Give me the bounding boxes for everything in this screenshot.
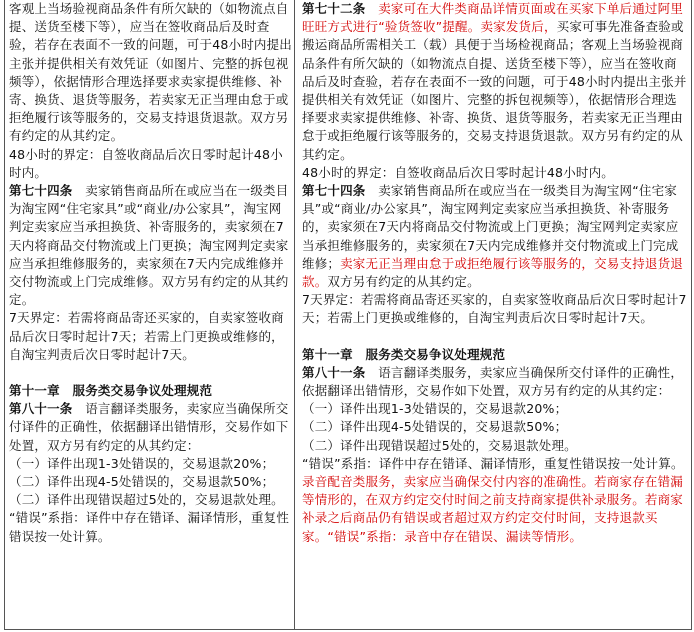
right-article-74-red: 卖家无正当理由怠于或拒绝履行该等服务的，交易支持退货退款。 [302, 255, 684, 290]
right-item-1: （一）译件出现1-3处错误的，交易退款20%； [302, 401, 568, 417]
left-item-2: （二）译件出现4-5处错误的，交易退款50%； [9, 474, 275, 490]
right-article-72 [302, 0, 689, 164]
right-article-81-body: 语言翻译类服务，卖家应当确保所交付译件的正确性，依据翻译出错情形，交易作如下处置，双方另有约定的从其约定： [302, 364, 684, 399]
left-article-74 [9, 182, 292, 309]
right-error-note: “错误”系指：译件中存在错译、漏译情形，重复性错误按一处计算。 [302, 455, 684, 471]
right-chapter-11-heading: 第十一章 服务类交易争议处理规范 [302, 346, 506, 362]
right-article-72-red: 卖家可在大件类商品详情页面或在买家下单后通过阿里旺旺方式进行“验货签收”提醒。卖家发货后， [302, 1, 684, 35]
left-article-81-title: 第八十一条 [9, 401, 73, 417]
right-article-74 [302, 182, 689, 291]
left-article-81 [9, 400, 292, 455]
comparison-table [4, 0, 692, 630]
right-dubbing-paragraph: 录音配音类服务，卖家应当确保交付内容的准确性。若商家存在错漏等情形的，在双方约定交付时间之前支持商家提供补录服务。若商家补录之后商品仍有错误或者超过双方约定交付时间，支持退款买家。“错误”系指：录音中存在错误、漏读等情形。 [302, 474, 684, 544]
right-article-72-body: 买家可事先准备查验或搬运商品所需相关工（载）具便于当场检视商品；客观上当场验视商品条件有所欠缺的（如物流点自提、送货至楼下等），应当在签收商品后及时查验，若存在表面不一致的问题，可于48小时内提出主张并提供相关有效凭证（如图片、完整的拆包视频等），依据情形合理选择要求卖家提供维修、补寄、换货、退货等服务，若卖家无正当理由怠于或拒绝履行该等服务的，交易支持退货退款。双方另有约定的从其约定。 [302, 19, 687, 162]
right-item-3: （二）译件出现错误超过5处的，交易退款处理。 [302, 437, 577, 453]
right-article-74-tail: 双方另有约定的从其约定。 [327, 274, 480, 290]
left-article-74-body: 卖家销售商品所在或应当在一级类目为淘宝网“住宅家具”或“商业/办公家具”，淘宝网判定卖家应当承担换货、补寄服务的，卖家须在7天内将商品交付物流或上门更换；淘宝网判定卖家应当承担维修服务的，卖家须在7天内完成维修并交付物流或上门完成维修。双方另有约定的从其约定。 [9, 183, 289, 308]
left-item-3: （二）译件出现错误超过5处的，交易退款处理。 [9, 492, 284, 508]
right-article-72-title: 第七十二条 [302, 1, 366, 16]
right-article-81-title: 第八十一条 [302, 364, 366, 380]
left-article-81-body: 语言翻译类服务，卖家应当确保所交付译件的正确性，依据翻译出错情形，交易作如下处置，双方另有约定的从其约定： [9, 401, 289, 453]
right-article-74-title: 第七十四条 [302, 183, 366, 199]
left-item-1: （一）译件出现1-3处错误的，交易退款20%； [9, 455, 275, 471]
left-paragraph-4: 7天界定：若需将商品寄还买家的，自卖家签收商品后次日零时起计7天；若需上门更换或维修的，自淘宝判责后次日零时起计7天。 [9, 310, 284, 362]
right-article-81 [302, 364, 689, 400]
right-paragraph-2: 48小时的界定：自签收商品后次日零时起计48小时内。 [302, 164, 615, 180]
right-column [296, 0, 691, 629]
left-paragraph-2: 48小时的界定：自签收商品后次日零时起计48小时内。 [9, 146, 283, 180]
right-article-74-body: 卖家销售商品所在或应当在一级类目为淘宝网“住宅家具”或“商业/办公家具”，淘宝网判定卖家应当承担换货、补寄服务的，卖家须在7天内将商品交付物流或上门更换；淘宝网判定卖家应当承担维修服务的，卖家须在7天内完成维修并交付物流或上门完成维修； [302, 183, 679, 271]
right-item-2: （二）译件出现4-5处错误的，交易退款50%； [302, 419, 568, 435]
left-article-74-title: 第七十四条 [9, 183, 73, 199]
left-error-note: “错误”系指：译件中存在错译、漏译情形，重复性错误按一处计算。 [9, 510, 290, 544]
left-chapter-11-heading: 第十一章 服务类交易争议处理规范 [9, 383, 213, 399]
left-column [5, 0, 295, 629]
left-paragraph-1: 客观上当场验视商品条件有所欠缺的（如物流点自提、送货至楼下等），应当在签收商品后及时查验，若存在表面不一致的问题，可于48小时内提出主张并提供相关有效凭证（如图片、完整的拆包视频等），依据情形合理选择要求卖家提供维修、补寄、换货、退货等服务，若卖家无正当理由怠于或拒绝履行该等服务的，交易支持退货退款。双方另有约定的从其约定。 [9, 1, 293, 144]
right-paragraph-4: 7天界定：若需将商品寄还买家的，自卖家签收商品后次日零时起计7天；若需上门更换或维修的，自淘宝判责后次日零时起计7天。 [302, 292, 687, 326]
